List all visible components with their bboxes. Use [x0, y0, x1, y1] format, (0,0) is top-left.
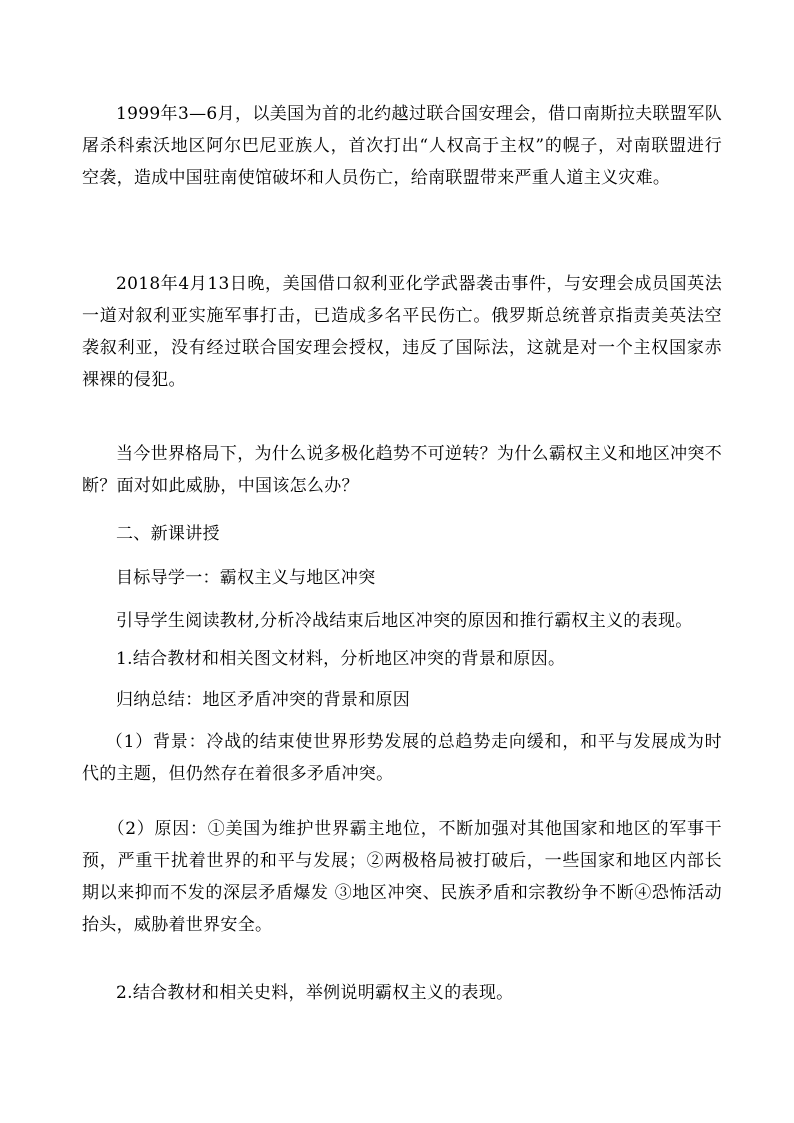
task-item-1: 1.结合教材和相关图文材料，分析地区冲突的背景和原因。 — [116, 649, 566, 669]
paragraph-guide-reading: 引导学生阅读教材,分析冷战结束后地区冲突的原因和推行霸权主义的表现。 — [116, 611, 693, 631]
section-heading-new-lesson: 二、新课讲授 — [116, 524, 220, 544]
paragraph-syria-2018: 2018年4月13日晚，美国借口叙利亚化学武器袭击事件，与安理会成员国英法一道对叙利亚实施军事打击，已造成多名平民伤亡。俄罗斯总统普京指责美英法空袭叙利亚，没有经过联合国安理会授权，违反了国际法，这就是对一个主权国家赤裸裸的侵犯。 — [82, 274, 722, 390]
paragraph-kosovo-1999: 1999年3—6月，以美国为首的北约越过联合国安理会，借口南斯拉夫联盟军队屠杀科索沃地区阿尔巴尼亚族人，首次打出“人权高于主权”的幌子，对南联盟进行空袭，造成中国驻南使馆破坏和人员伤亡，给南联盟带来严重人道主义灾难。 — [82, 104, 722, 188]
task-item-2: 2.结合教材和相关史料，举例说明霸权主义的表现。 — [116, 983, 514, 1003]
paragraph-question: 当今世界格局下，为什么说多极化趋势不可逆转？为什么霸权主义和地区冲突不断？面对如此威胁，中国该怎么办？ — [82, 444, 722, 496]
goal-heading-1: 目标导学一：霸权主义与地区冲突 — [116, 568, 376, 588]
point-causes: （2）原因：①美国为维护世界霸主地位，不断加强对其他国家和地区的军事干预，严重干扰着世界的和平与发展；②两极格局被打破后，一些国家和地区内部长期以来抑而不发的深层矛盾爆发 ③地区冲突、民族矛盾和宗教纷争不断④恐怖活动抬头，威胁着世界安全。 — [82, 819, 722, 935]
point-background: （1）背景：冷战的结束使世界形势发展的总趋势走向缓和，和平与发展成为时代的主题，但仍然存在着很多矛盾冲突。 — [82, 732, 722, 784]
summary-heading: 归纳总结：地区矛盾冲突的背景和原因 — [116, 690, 411, 710]
